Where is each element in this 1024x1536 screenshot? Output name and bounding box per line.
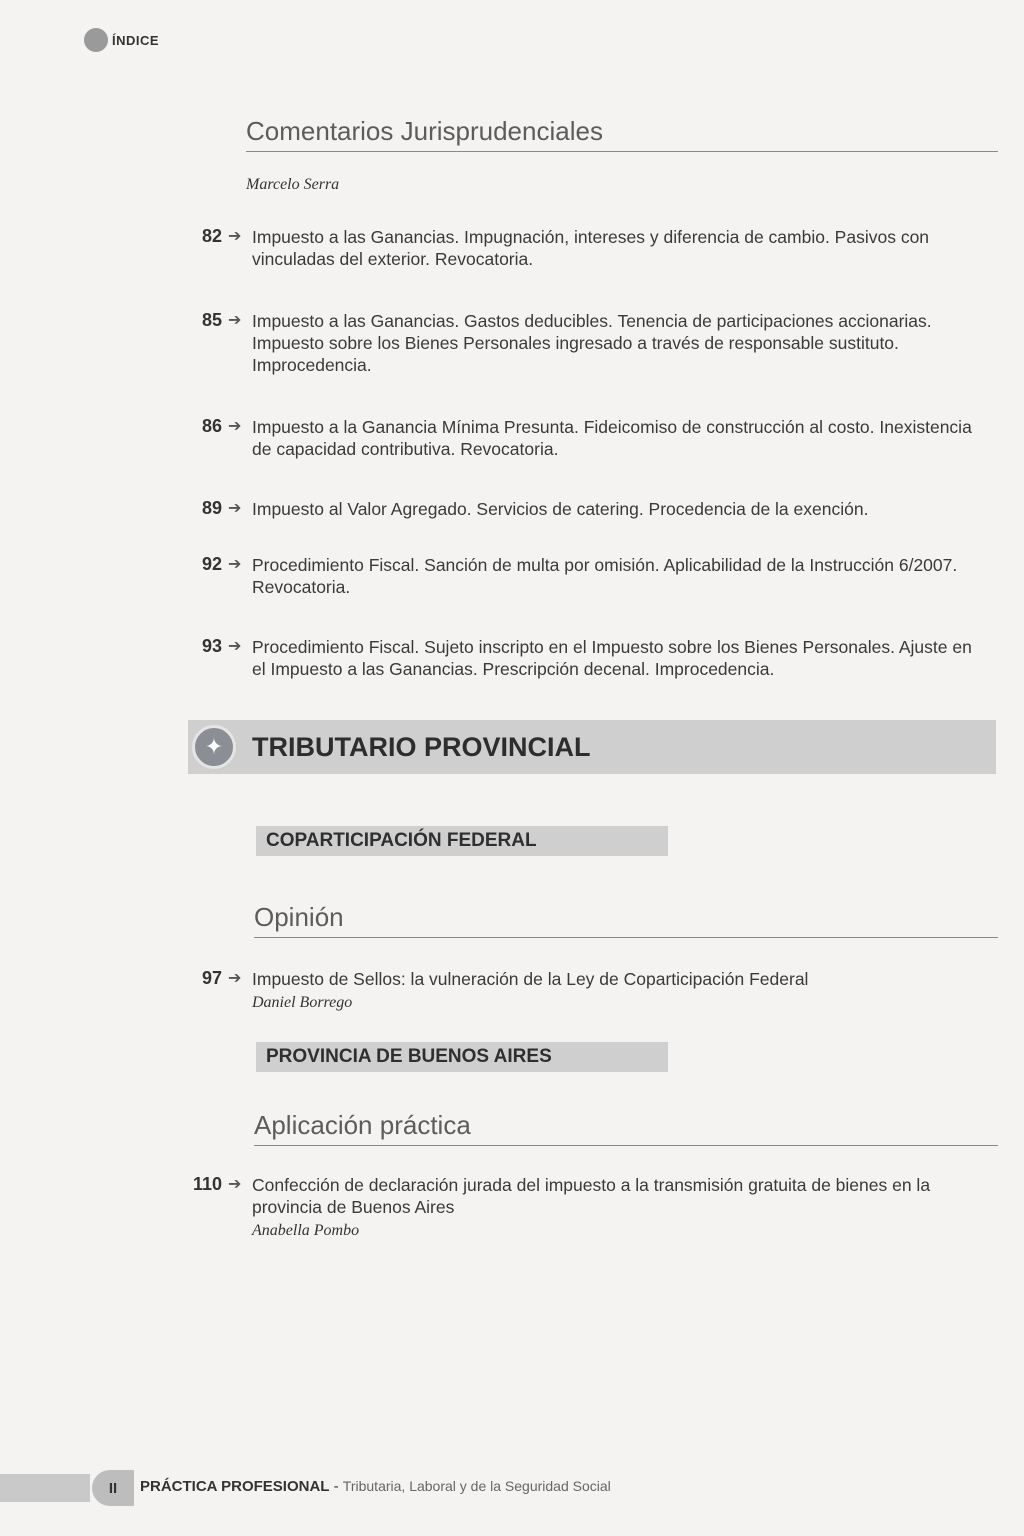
entry-text: Procedimiento Fiscal. Sanción de multa por omisión. Aplicabilidad de la Instrucción 6/2007. Revocatoria. [252,555,958,597]
entry-text: Impuesto a las Ganancias. Gastos deducibles. Tenencia de participaciones accionarias. Impuesto sobre los Bienes Personales ingresado a través de responsable sustituto. Improcedencia. [252,311,932,375]
entry-text: Impuesto al Valor Agregado. Servicios de catering. Procedencia de la exención. [252,499,869,519]
chapter-title: TRIBUTARIO PROVINCIAL [252,731,591,762]
toc-entry[interactable] [180,554,990,598]
page-footer [0,1466,1024,1510]
entry-author: Anabella Pombo [252,1222,360,1239]
publication-subtitle: Tributaria, Laboral y de la Seguridad Social [342,1478,611,1494]
arrow-right-icon: ➔ [228,970,242,987]
entry-text [252,968,990,1014]
page-number: 86 [201,416,222,436]
publication-separator: - [329,1478,343,1495]
page-number: 92 [201,554,222,574]
arrow-right-icon: ➔ [228,418,242,435]
entry-author: Daniel Borrego [252,994,353,1011]
entry-title: Impuesto de Sellos: la vulneración de la Ley de Coparticipación Federal [252,969,809,989]
page-number: 89 [201,498,222,518]
page-number: 110 [192,1174,222,1194]
subchapter-title: COPARTICIPACIÓN FEDERAL [266,830,537,851]
toc-entry[interactable] [180,1174,990,1242]
subchapter-title: PROVINCIA DE BUENOS AIRES [266,1046,552,1067]
header-label: ÍNDICE [112,32,160,48]
toc-entry[interactable] [180,310,990,376]
section-title-aplicacion: Aplicación práctica [254,1110,998,1146]
arrow-right-icon: ➔ [228,556,242,573]
arrow-right-icon: ➔ [228,228,242,245]
toc-entry[interactable] [180,498,990,520]
subchapter-banner [256,826,668,856]
publication-title: PRÁCTICA PROFESIONAL [140,1478,330,1495]
section-title-comentarios: Comentarios Jurisprudenciales [246,116,998,152]
toc-entry[interactable] [180,416,990,460]
entry-title: Confección de declaración jurada del impuesto a la transmisión gratuita de bienes en la provincia de Buenos Aires [252,1175,931,1217]
arrow-right-icon: ➔ [228,312,242,329]
arrow-right-icon: ➔ [228,500,242,517]
page-header [84,28,159,52]
page-number: 82 [201,226,222,246]
page-number: 93 [201,636,222,656]
toc-entry[interactable] [180,636,990,680]
section-title-opinion: Opinión [254,902,998,938]
compass-icon: ✦ [192,725,236,769]
publication-name [140,1478,611,1495]
arrow-right-icon: ➔ [228,1176,242,1193]
entry-text: Procedimiento Fiscal. Sujeto inscripto en el Impuesto sobre los Bienes Personales. Ajuste en el Impuesto a las Ganancias. Prescripción decenal. Improcedencia. [252,637,972,679]
toc-entry[interactable] [180,226,990,270]
page-number-tab: II [92,1470,134,1506]
page-number: 85 [201,310,222,330]
author-comentarios: Marcelo Serra [246,176,340,193]
circle-bullet-icon [84,28,108,52]
footer-bar [0,1474,90,1502]
toc-entry[interactable] [180,968,990,1014]
chapter-banner [188,720,996,774]
entry-text: Impuesto a las Ganancias. Impugnación, intereses y diferencia de cambio. Pasivos con vinculadas del exterior. Revocatoria. [252,227,930,269]
subchapter-banner [256,1042,668,1072]
entry-text: Impuesto a la Ganancia Mínima Presunta. Fideicomiso de construcción al costo. Inexistencia de capacidad contributiva. Revocatoria. [252,417,972,459]
arrow-right-icon: ➔ [228,638,242,655]
entry-text [252,1174,990,1242]
page-number: 97 [201,968,222,988]
